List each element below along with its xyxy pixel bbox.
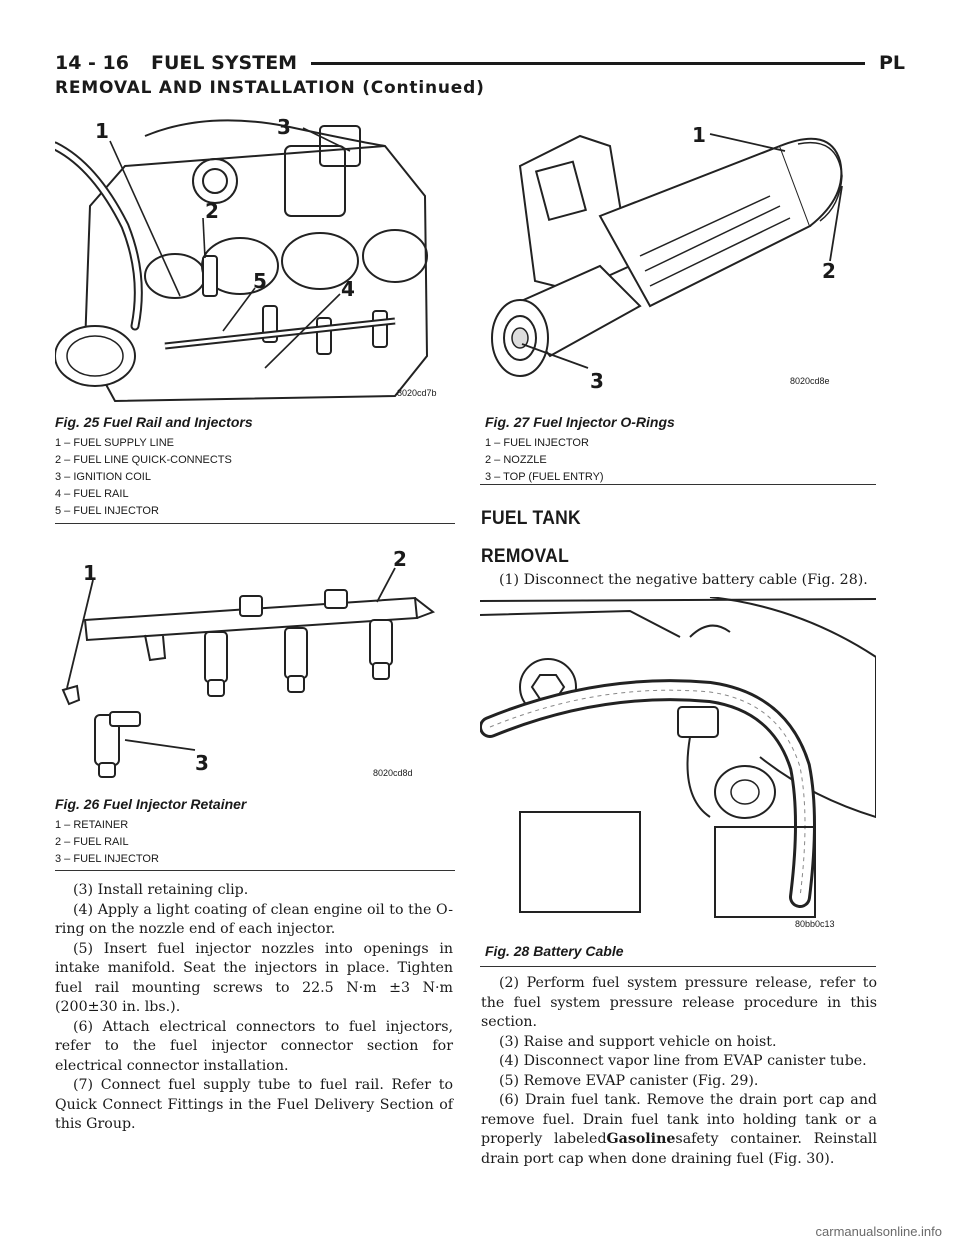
fig26-title: Fig. 26 Fuel Injector Retainer bbox=[55, 796, 247, 812]
fig27-callout-1: 1 bbox=[692, 123, 706, 147]
subsection-title-removal: REMOVAL bbox=[481, 546, 570, 567]
right-column-text bbox=[481, 974, 877, 1169]
fig25-rule bbox=[55, 523, 455, 524]
fig26-callout-3: 3 bbox=[195, 751, 209, 775]
removal-step-5: (5) Remove EVAP canister (Fig. 29). bbox=[499, 1072, 759, 1089]
fig26-code: 8020cd8d bbox=[373, 768, 413, 778]
fig25-code: 8020cd7b bbox=[397, 388, 437, 398]
fig25-title: Fig. 25 Fuel Rail and Injectors bbox=[55, 414, 253, 430]
fig25-item: 1 – FUEL SUPPLY LINE bbox=[55, 437, 175, 449]
removal-step-6-a: (6) Drain fuel tank. Remove the drain port cap and remove fuel. Drain fuel tank into holding tank or a properly labeled bbox=[481, 1092, 877, 1147]
fig25-callout-4: 4 bbox=[341, 277, 355, 301]
step-5: (5) Insert fuel injector nozzles into openings in intake manifold. Seat the injectors in place. Tighten fuel rail mounting screws to 22.5 N·m ±3 N·m (200±30 in. lbs.). bbox=[55, 940, 453, 1015]
step-6: (6) Attach electrical connectors to fuel injectors, refer to the fuel injector connector section for electrical connector installation. bbox=[55, 1018, 453, 1074]
fig26-item: 1 – RETAINER bbox=[55, 819, 129, 831]
fig25-item: 3 – IGNITION COIL bbox=[55, 471, 151, 483]
fig27-item: 2 – NOZZLE bbox=[485, 454, 547, 466]
removal-step-2: (2) Perform fuel system pressure release, refer to the fuel system pressure release procedure in this section. bbox=[481, 975, 877, 1030]
fig27-rule bbox=[480, 484, 876, 485]
figure-25-image bbox=[55, 106, 445, 412]
removal-step-4: (4) Disconnect vapor line from EVAP canister tube. bbox=[499, 1053, 867, 1069]
fig25-item: 2 – FUEL LINE QUICK-CONNECTS bbox=[55, 454, 232, 466]
fig25-item: 4 – FUEL RAIL bbox=[55, 488, 129, 500]
step-3: (3) Install retaining clip. bbox=[73, 882, 249, 898]
fig27-caption bbox=[485, 414, 875, 486]
fig25-callout-3: 3 bbox=[277, 115, 291, 139]
left-column-text bbox=[55, 881, 453, 1135]
fig26-callout-1: 1 bbox=[83, 561, 97, 585]
watermark: carmanualsonline.info bbox=[815, 1224, 942, 1239]
fig28-rule bbox=[480, 966, 876, 967]
fig27-item: 1 – FUEL INJECTOR bbox=[485, 437, 589, 449]
section-name: FUEL SYSTEM bbox=[151, 52, 298, 74]
fig27-code: 8020cd8e bbox=[790, 376, 830, 386]
fig28-title: Fig. 28 Battery Cable bbox=[485, 943, 624, 959]
step-7: (7) Connect fuel supply tube to fuel rail. Refer to Quick Connect Fittings in the Fuel Delivery Section of this Group. bbox=[55, 1077, 453, 1132]
removal-step-3: (3) Raise and support vehicle on hoist. bbox=[499, 1033, 777, 1050]
fig27-item: 3 – TOP (FUEL ENTRY) bbox=[485, 471, 604, 483]
page-subheading: REMOVAL AND INSTALLATION (Continued) bbox=[55, 78, 485, 98]
section-title-fuel-tank: FUEL TANK bbox=[481, 508, 581, 529]
removal-step-1-wrap bbox=[481, 571, 877, 591]
fig25-callout-5: 5 bbox=[253, 269, 267, 293]
fig27-title: Fig. 27 Fuel Injector O-Rings bbox=[485, 414, 675, 430]
header-rule bbox=[311, 62, 865, 65]
fig25-callout-2: 2 bbox=[205, 199, 219, 223]
fig26-item: 2 – FUEL RAIL bbox=[55, 836, 129, 848]
fig26-item: 3 – FUEL INJECTOR bbox=[55, 853, 159, 865]
fig27-callout-3: 3 bbox=[590, 369, 604, 393]
fig27-callout-2: 2 bbox=[822, 259, 836, 283]
fig26-callout-2: 2 bbox=[393, 547, 407, 571]
figure-27-image bbox=[480, 106, 876, 406]
page-header bbox=[55, 48, 905, 78]
removal-step-1: (1) Disconnect the negative battery cable (Fig. 28). bbox=[499, 572, 868, 588]
removal-step-6-b: safety container. Reinstall drain port cap when done draining fuel (Fig. 30). bbox=[481, 1131, 878, 1167]
figure-26-image bbox=[55, 540, 455, 792]
fig28-caption bbox=[485, 943, 875, 964]
model-code: PL bbox=[878, 52, 905, 74]
figure-28-image bbox=[480, 597, 876, 939]
fig25-item: 5 – FUEL INJECTOR bbox=[55, 505, 159, 517]
page-number: 14 - 16 bbox=[55, 52, 129, 74]
fig25-caption bbox=[55, 414, 445, 520]
step-4: (4) Apply a light coating of clean engine oil to the O-ring on the nozzle end of each injector. bbox=[55, 901, 453, 937]
fig26-rule bbox=[55, 870, 455, 871]
gasoline-label: Gasoline bbox=[606, 1131, 676, 1147]
fig28-code: 80bb0c13 bbox=[795, 919, 835, 929]
fig26-caption bbox=[55, 796, 445, 868]
removal-step-6 bbox=[481, 1091, 877, 1169]
fig25-callout-1: 1 bbox=[95, 119, 109, 143]
